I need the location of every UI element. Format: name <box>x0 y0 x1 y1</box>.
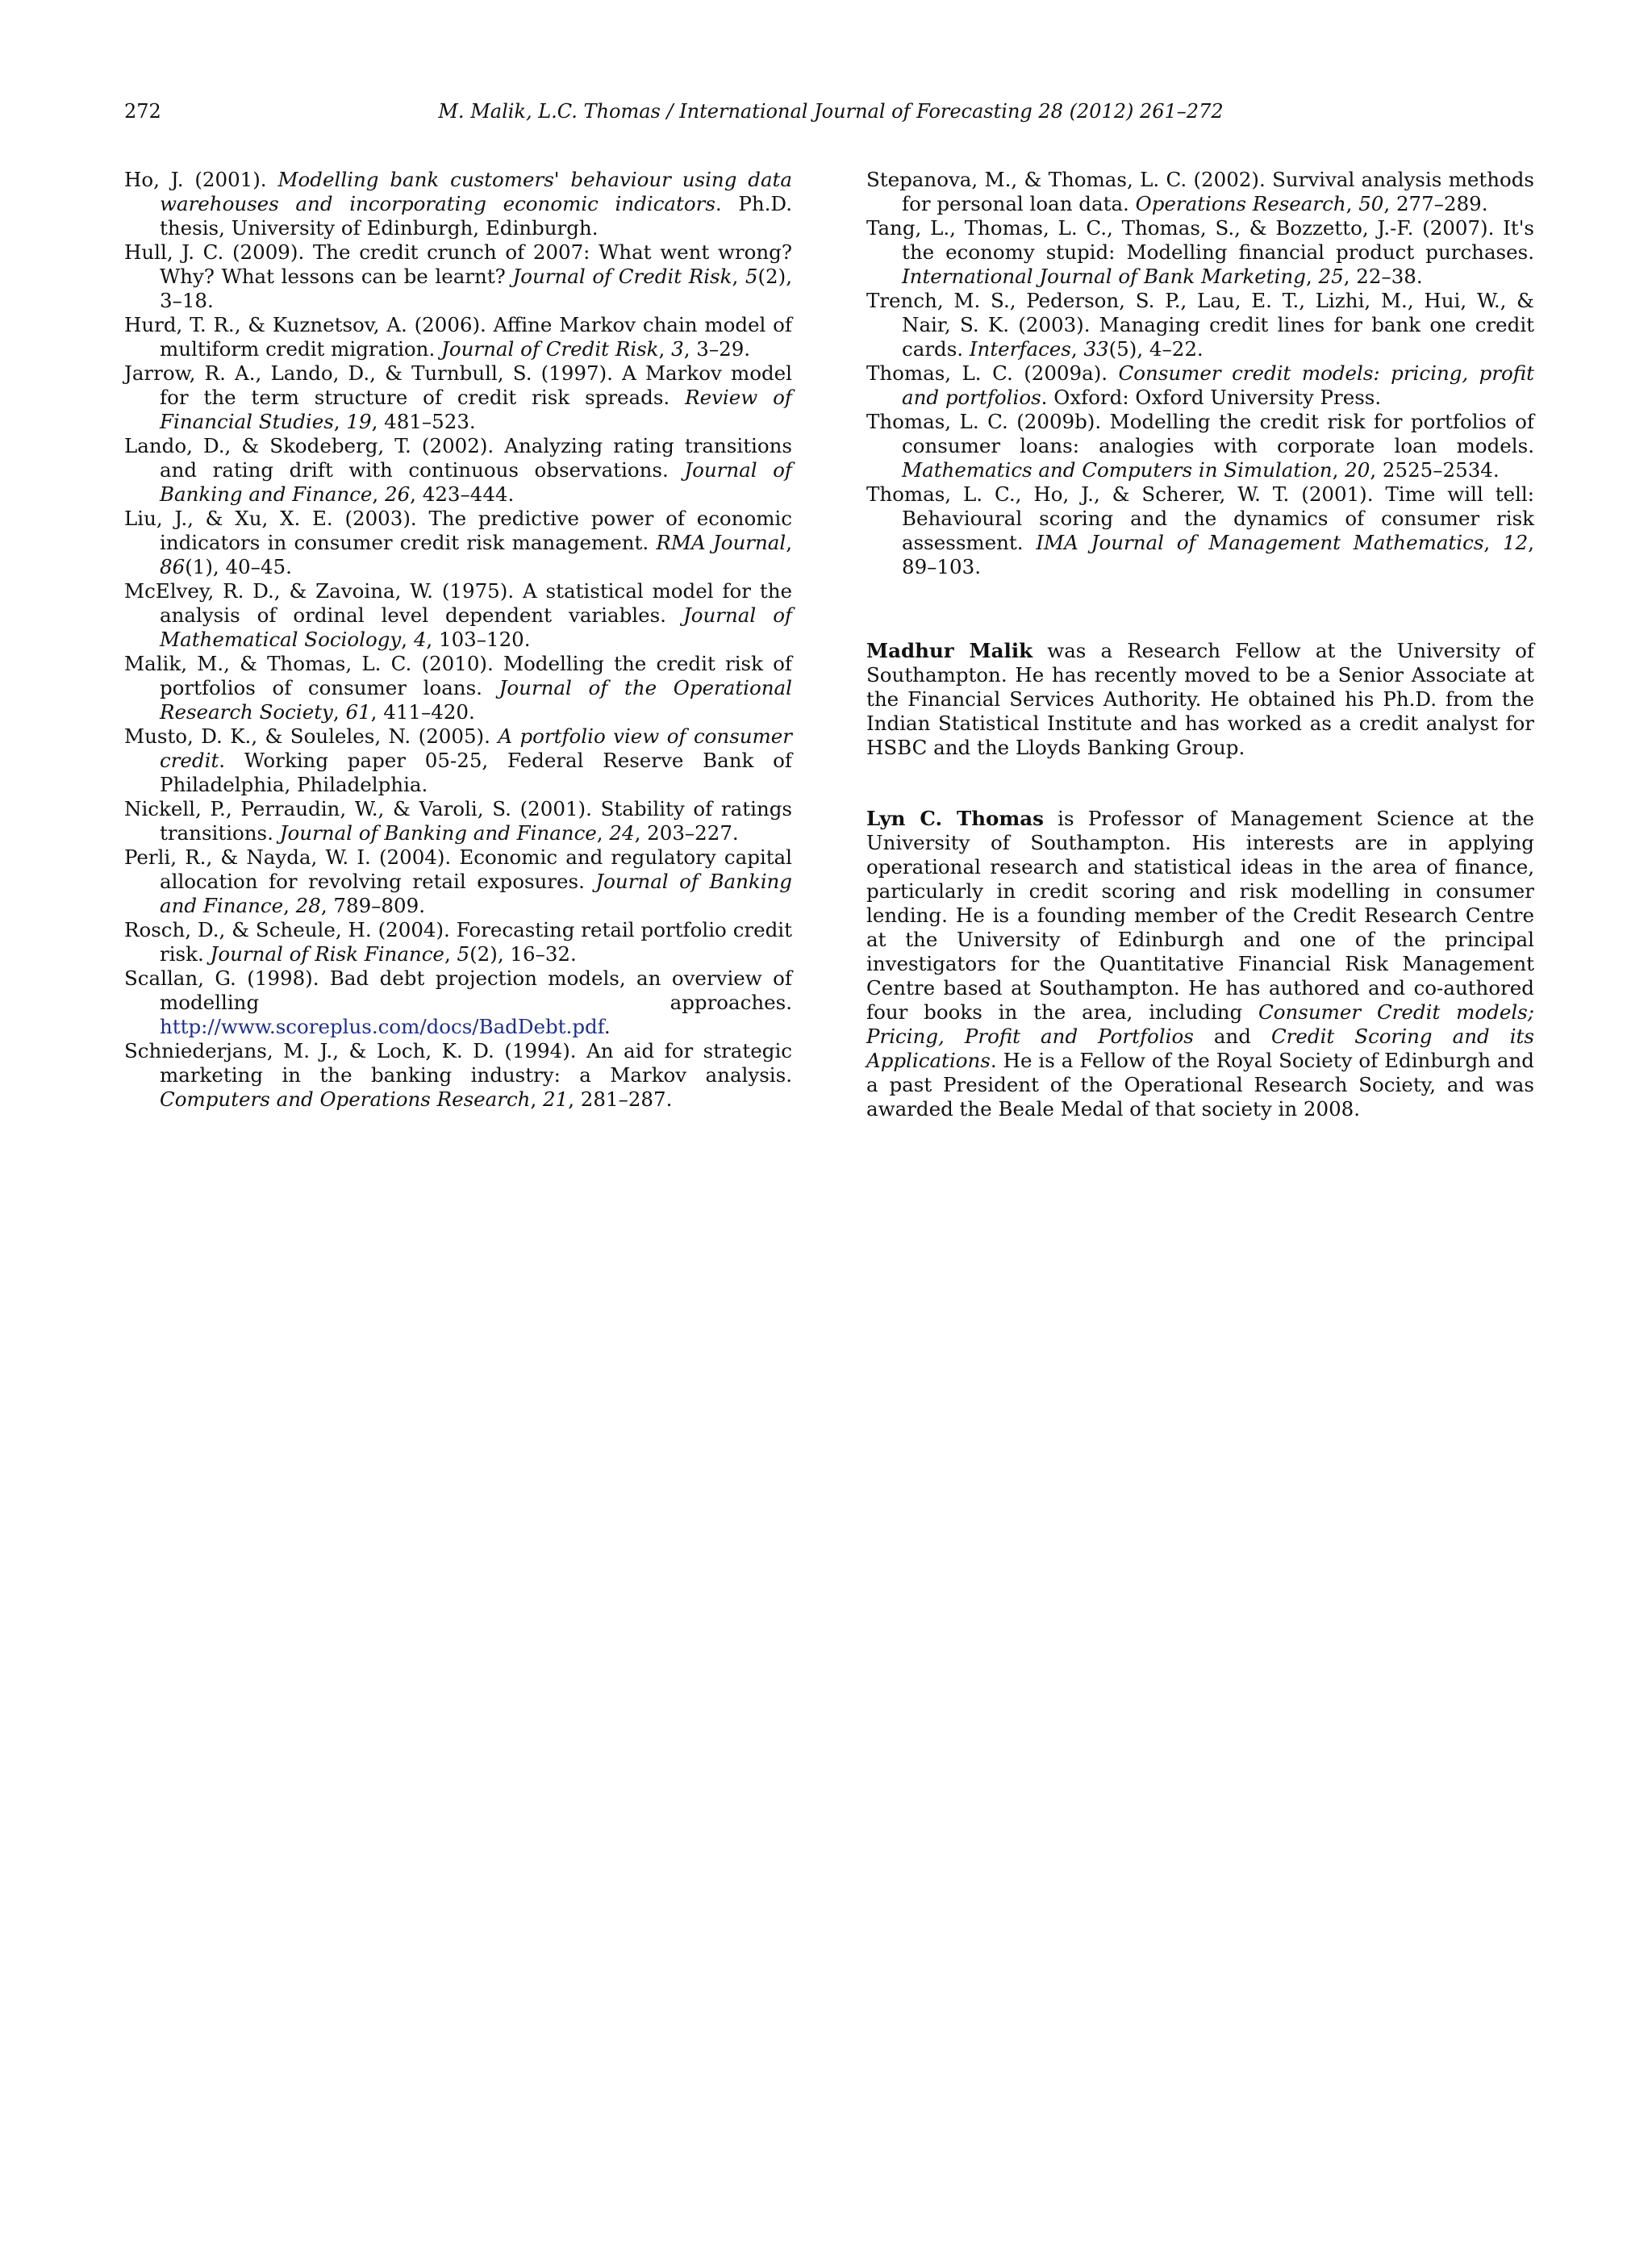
book-title: Consumer Credit models; Pricing, Profit and Portfolios <box>866 1000 1534 1048</box>
reference-italic-text: RMA Journal <box>656 531 786 554</box>
reference-italic-text: 5 <box>457 942 470 966</box>
reference-italic-text: Journal of the Operational Research Society <box>160 676 792 724</box>
reference-text: , <box>786 531 792 554</box>
reference-italic-text: 5 <box>745 265 758 288</box>
reference-text: , 277–289. <box>1383 192 1488 215</box>
right-column <box>866 168 1534 1121</box>
reference-italic-text: Journal of Banking and Finance <box>160 458 792 506</box>
reference-text: , 411–420. <box>370 700 475 724</box>
book-title: Credit Scoring and its Applications <box>866 1025 1534 1072</box>
reference-text: (2), 16–32. <box>469 942 577 966</box>
reference-text: , 103–120. <box>426 628 531 651</box>
reference-text: , <box>596 821 610 845</box>
reference-text: , <box>1070 337 1084 361</box>
reference-italic-text: Operations Research <box>1135 192 1346 215</box>
reference-text: , <box>1305 265 1319 288</box>
reference-italic-text: Journal of Credit Risk <box>512 265 732 288</box>
references-left-column <box>124 168 792 1112</box>
reference-text: , <box>658 337 672 361</box>
reference-entry <box>124 507 792 579</box>
author-bio-text: was a Research Fellow at the University of Southampton. He has recently moved to be a Senior Associate at the Financial Services Authority. He obtained his Ph.D. from the Indian Statistical Institute and has worked as a credit analyst for HSBC and the Lloyds Banking Group. <box>866 639 1534 759</box>
reference-entry <box>124 240 792 313</box>
reference-text: Tang, L., Thomas, L. C., Thomas, S., & Bozzetto, J.-F. (2007). It's the economy stupid: Modelling financial product purchases. <box>866 216 1534 264</box>
reference-italic-text: Review of Financial Studies <box>160 386 792 433</box>
reference-text: Rosch, D., & Scheule, H. (2004). Forecasting retail portfolio credit risk. <box>124 918 792 966</box>
reference-text: , <box>1332 458 1345 482</box>
reference-text: Ho, J. (2001). <box>124 168 278 191</box>
reference-text: (5), 4–22. <box>1108 337 1204 361</box>
reference-italic-text: Mathematics and Computers in Simulation <box>902 458 1333 482</box>
reference-italic-text: Journal of Risk Finance <box>210 942 444 966</box>
author-bio-thomas <box>866 807 1534 1121</box>
reference-text: , <box>332 700 346 724</box>
reference-text: , 281–287. <box>568 1087 673 1111</box>
reference-text: Liu, J., & Xu, X. E. (2003). The predictive power of economic indicators in consumer credit risk management. <box>124 507 792 554</box>
reference-text: , 789–809. <box>320 894 425 917</box>
reference-text: , <box>1483 531 1504 554</box>
reference-text: Malik, M., & Thomas, L. C. (2010). Modelling the credit risk of portfolios of consumer loans. <box>124 652 792 699</box>
reference-entry <box>124 434 792 507</box>
reference-text: , 3–29. <box>683 337 751 361</box>
author-name: Madhur Malik <box>866 639 1033 662</box>
reference-italic-text: 25 <box>1318 265 1344 288</box>
reference-italic-text: 19 <box>346 410 372 433</box>
reference-italic-text: Consumer credit models: pricing, profit and portfolios <box>902 361 1534 409</box>
reference-text: Hull, J. C. (2009). The credit crunch of 2007: What went wrong? Why? What lessons can be learnt? <box>124 240 792 288</box>
reference-italic-text: Journal of Credit Risk <box>441 337 659 361</box>
reference-text: . Working paper 05-25, Federal Reserve Bank of Philadelphia, Philadelphia. <box>160 749 792 796</box>
reference-text: (2), 3–18. <box>160 265 792 312</box>
reference-italic-text: 26 <box>384 482 411 506</box>
reference-italic-text: 21 <box>543 1087 569 1111</box>
reference-text: Jarrow, R. A., Lando, D., & Turnbull, S. (1997). A Markov model for the term structure of credit risk spreads. <box>124 361 792 409</box>
reference-entry <box>124 579 792 652</box>
reference-entry <box>124 652 792 724</box>
reference-italic-text: Computers and Operations Research <box>160 1087 531 1111</box>
reference-italic-text: Journal of Banking and Finance <box>160 870 792 917</box>
reference-text: McElvey, R. D., & Zavoina, W. (1975). A statistical model for the analysis of ordinal level dependent variables. <box>124 579 792 627</box>
reference-text: . Ph.D. thesis, University of Edinburgh, Edinburgh. <box>160 192 792 240</box>
reference-italic-text: 20 <box>1345 458 1370 482</box>
reference-text: , <box>530 1087 544 1111</box>
reference-entry <box>124 168 792 240</box>
reference-italic-text: 4 <box>413 628 427 651</box>
reference-entry <box>866 168 1534 216</box>
reference-text: Hurd, T. R., & Kuznetsov, A. (2006). Affine Markov chain model of multiform credit migration. <box>124 313 792 361</box>
reference-text: Thomas, L. C. (2009b). Modelling the credit risk for portfolios of consumer loans: analogies with corporate loan models. <box>866 410 1534 457</box>
reference-entry <box>124 313 792 361</box>
reference-entry <box>124 724 792 797</box>
reference-text: Perli, R., & Nayda, W. I. (2004). Economic and regulatory capital allocation for revolving retail exposures. <box>124 845 792 893</box>
reference-italic-text: Journal of Banking and Finance <box>279 821 597 845</box>
reference-text: (1), 40–45. <box>185 555 292 578</box>
reference-text: , <box>444 942 457 966</box>
reference-entry <box>866 482 1534 579</box>
reference-text: , <box>283 894 296 917</box>
reference-entry <box>866 410 1534 482</box>
reference-text: Stepanova, M., & Thomas, L. C. (2002). Survival analysis methods for personal loan data. <box>866 168 1534 215</box>
reference-entry <box>124 1039 792 1112</box>
reference-italic-text: IMA Journal of Management Mathematics <box>1036 531 1484 554</box>
reference-italic-text: Journal of Mathematical Sociology <box>160 603 793 651</box>
page-header <box>124 100 1537 132</box>
reference-text: Nickell, P., Perraudin, W., & Varoli, S. (2001). Stability of ratings transitions. <box>124 797 792 845</box>
reference-text: , <box>1345 192 1359 215</box>
reference-text: , 22–38. <box>1343 265 1423 288</box>
reference-text: , <box>333 410 347 433</box>
reference-entry <box>124 361 792 434</box>
reference-text: Scallan, G. (1998). Bad debt projection models, an overview of modelling approaches. <box>124 966 792 1014</box>
reference-text: Lando, D., & Skodeberg, T. (2002). Analyzing rating transitions and rating drift with continuous observations. <box>124 434 792 482</box>
reference-italic-text: Interfaces <box>969 337 1071 361</box>
running-title: M. Malik, L.C. Thomas / International Journal of Forecasting 28 (2012) 261–272 <box>438 100 1224 123</box>
reference-text: , 481–523. <box>371 410 476 433</box>
author-bio-text: and <box>1193 1025 1271 1048</box>
reference-italic-text: A portfolio view of consumer credit <box>160 724 792 772</box>
reference-italic-text: 61 <box>345 700 371 724</box>
references-right-column <box>866 168 1534 579</box>
reference-italic-text: 50 <box>1358 192 1384 215</box>
reference-entry <box>866 216 1534 289</box>
reference-entry <box>866 289 1534 361</box>
reference-text: , <box>401 628 414 651</box>
reference-text: , 423–444. <box>410 482 515 506</box>
author-bio-text: is Professor of Management Science at the University of Southampton. His interests are in applying operational research and statistical ideas in the area of finance, particularly in credit scoring and risk modelling in consumer lending. He is a founding member of the Credit Research Centre at the University of Edinburgh and one of the principal investigators for the Quantitative Financial Risk Management Centre based at Southampton. He has authored and co-authored four books in the area, including <box>866 807 1534 1024</box>
reference-entry <box>124 966 792 1039</box>
author-name: Lyn C. Thomas <box>866 807 1044 830</box>
reference-entry <box>124 845 792 918</box>
reference-entry <box>124 797 792 845</box>
reference-italic-text: Modelling bank customers' behaviour using data warehouses and incorporating economic indicators <box>160 168 792 215</box>
reference-text: Schniederjans, M. J., & Loch, K. D. (1994). An aid for strategic marketing in the banking industry: a Markov analysis. <box>124 1039 792 1087</box>
reference-italic-text: 12 <box>1503 531 1529 554</box>
reference-link[interactable]: http://www.scoreplus.com/docs/BadDebt.pdf <box>160 1015 604 1038</box>
reference-italic-text: 24 <box>609 821 635 845</box>
reference-text: Trench, M. S., Pederson, S. P., Lau, E. T., Lizhi, M., Hui, W., & Nair, S. K. (2003). Managing credit lines for bank one credit cards. <box>866 289 1534 361</box>
reference-entry <box>124 918 792 966</box>
reference-text: , 89–103. <box>902 531 1534 578</box>
reference-entry <box>866 361 1534 410</box>
page-number: 272 <box>124 100 161 123</box>
reference-text: , 203–227. <box>634 821 739 845</box>
author-bio-text: . He is a Fellow of the Royal Society of Edinburgh and a past President of the Operational Research Society, and was awarded the Beale Medal of that society in 2008. <box>866 1049 1534 1121</box>
reference-italic-text: 3 <box>671 337 684 361</box>
reference-italic-text: International Journal of Bank Marketing <box>902 265 1306 288</box>
reference-italic-text: 28 <box>295 894 321 917</box>
reference-text: , 2525–2534. <box>1370 458 1500 482</box>
author-bio-malik <box>866 639 1534 760</box>
reference-text: Musto, D. K., & Souleles, N. (2005). <box>124 724 499 748</box>
reference-text: . <box>603 1015 611 1038</box>
reference-italic-text: 33 <box>1083 337 1109 361</box>
reference-text: Thomas, L. C., Ho, J., & Scherer, W. T. (2001). Time will tell: Behavioural scoring and the dynamics of consumer risk assessment. <box>866 482 1534 554</box>
reference-text: Thomas, L. C. (2009a). <box>866 361 1119 385</box>
reference-text: . Oxford: Oxford University Press. <box>1041 386 1382 409</box>
reference-text: , <box>372 482 385 506</box>
reference-text: , <box>732 265 745 288</box>
reference-italic-text: 86 <box>160 555 186 578</box>
